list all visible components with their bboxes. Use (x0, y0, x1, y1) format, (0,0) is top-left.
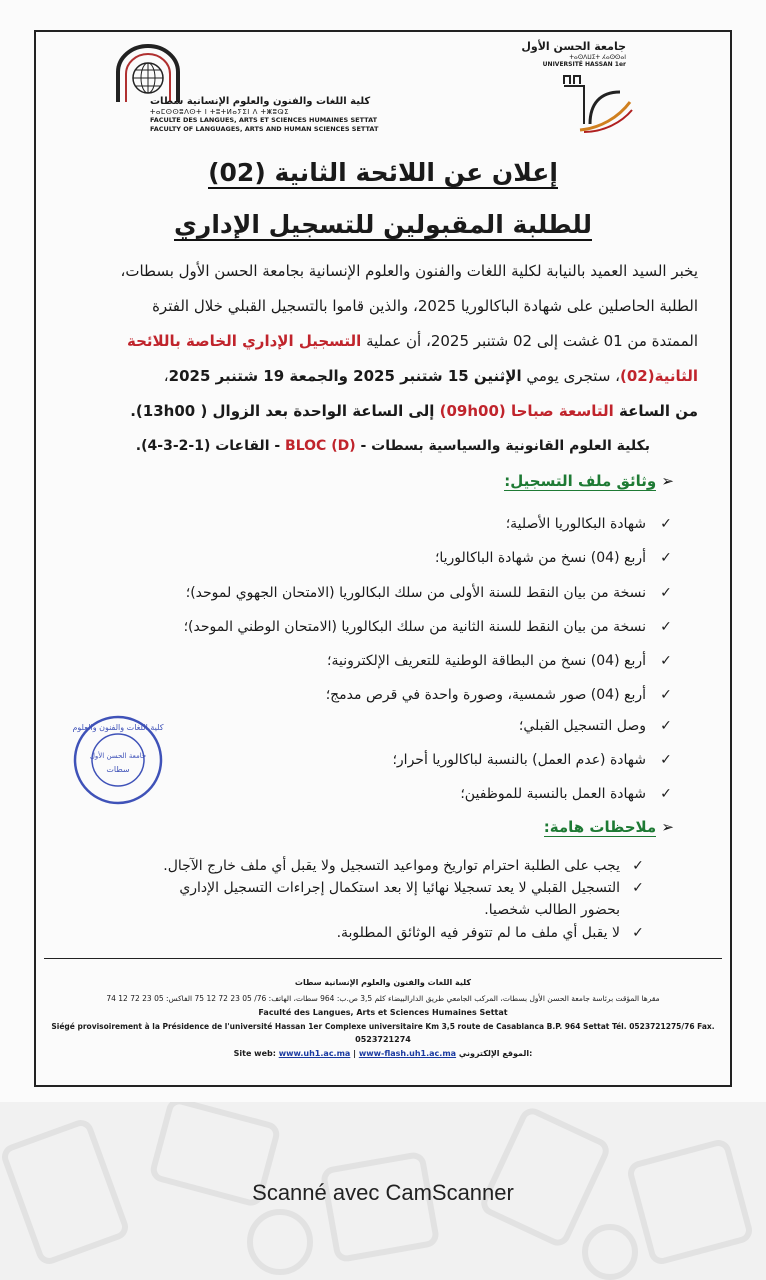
site-link-2[interactable]: www-flash.uh1.ac.ma (358, 1049, 457, 1058)
check-icon: ✓ (632, 925, 644, 941)
list-item: ✓شهادة البكالوريا الأصلية؛ (506, 516, 676, 532)
body-line-1: يخبر السيد العميد بالنيابة لكلية اللغات والفنون والعلوم الإنسانية بجامعة الحسن الأول بسطات، (120, 262, 698, 280)
faculty-name-en: FACULTY OF LANGUAGES, ARTS AND HUMAN SCIENCES SETTAT (150, 125, 379, 133)
footer-address-ar: مقرها المؤقت برئاسة جامعة الحسن الأول بسطات، المركب الجامعي طريق الدارالبيضاء كلم 3,5 ص.ب: 964 سطات، الهاتف: 76/ 05 23 72 12 75 الفاكس: 05 23 72 12 74 (106, 994, 660, 1003)
site-label-ar: الموقع الإلكتروني: (458, 1049, 533, 1058)
check-icon: ✓ (660, 786, 672, 802)
site-link-1[interactable]: www.uh1.ac.ma (278, 1049, 351, 1058)
notes-heading: ➢ ملاحظات هامة: (543, 818, 674, 836)
site-separator: | (353, 1049, 357, 1058)
stamp-city-text: سطات (106, 765, 130, 774)
documents-heading: ➢ وثائق ملف التسجيل: (504, 472, 674, 490)
footer-title-ar: كلية اللغات والفنون والعلوم الإنسانية سطات (294, 978, 472, 987)
camscanner-watermark: Scanné avec CamScanner (252, 1180, 514, 1205)
list-item: ✓وصل التسجيل القبلي؛ (519, 718, 676, 734)
list-item: ✓أربع (04) نسخ من البطاقة الوطنية للتعريف الإلكترونية؛ (327, 653, 676, 669)
check-icon: ✓ (660, 550, 672, 566)
body-line-5: من الساعة التاسعة صباحا (09h00) إلى الساعة الواحدة بعد الزوال ( 13h00). (130, 402, 698, 420)
body-line-6: بكلية العلوم القانونية والسياسية بسطات - BLOC (D) - القاعات (1-2-3-4). (135, 438, 650, 454)
list-item: ✓أربع (04) صور شمسية، وصورة واحدة في قرص مدمج؛ (326, 687, 676, 703)
list-item: ✓أربع (04) نسخ من شهادة الباكالوريا؛ (435, 550, 676, 566)
list-item: ✓شهادة العمل بالنسبة للموظفين؛ (460, 786, 676, 802)
check-icon: ✓ (660, 516, 672, 532)
note-item-continued: بحضور الطالب شخصيا. (484, 902, 620, 918)
faculty-logo-icon (112, 44, 184, 104)
check-icon: ✓ (632, 880, 644, 896)
footer-address-fr: Siégé provisoirement à la Présidence de l'université Hassan 1er Complexe universitaire Km 3,5 route de Casablanca B.P. 964 Settat Tél. 0523721275/76 Fax. (51, 1022, 715, 1031)
check-icon: ✓ (660, 687, 672, 703)
university-name-tifinagh: ⵜⴰⵙⴷⵡⵉⵜ ⵃⴰⵙⵙⴰⵏ (569, 54, 626, 61)
check-icon: ✓ (660, 752, 672, 768)
list-item: ✓نسخة من بيان النقط للسنة الثانية من سلك البكالوريا (الامتحان الوطني الموحد)؛ (184, 619, 676, 635)
footer-websites (0, 1049, 766, 1058)
arrow-icon: ➢ (656, 818, 674, 836)
check-icon: ✓ (660, 585, 672, 601)
footer-divider (44, 958, 722, 959)
footer-fax: 0523721274 (355, 1035, 411, 1044)
university-logo-icon (560, 74, 634, 134)
announcement-title: إعلان عن اللائحة الثانية (02) (208, 158, 558, 187)
note-item: ✓التسجيل القبلي لا يعد تسجيلا نهائيا إلا بعد استكمال إجراءات التسجيل الإداري (179, 880, 648, 896)
check-icon: ✓ (632, 858, 644, 874)
footer-title-fr: Faculté des Langues, Arts et Sciences Humaines Settat (258, 1008, 508, 1017)
body-line-2: الطلبة الحاصلين على شهادة الباكالوريا 2025، والذين قاموا بالتسجيل القبلي خلال الفترة (152, 297, 698, 315)
note-item: ✓لا يقبل أي ملف ما لم تتوفر فيه الوثائق المطلوبة. (337, 925, 648, 941)
list-item: ✓نسخة من بيان النقط للسنة الأولى من سلك البكالوريا (الامتحان الجهوي لموحد)؛ (186, 585, 676, 601)
check-icon: ✓ (660, 653, 672, 669)
stamp-outer-text: كلية اللغات والفنون والعلوم (72, 723, 164, 732)
site-label: Site web: (233, 1049, 276, 1058)
list-item: ✓شهادة (عدم العمل) بالنسبة لباكالوريا أحرار؛ (392, 752, 676, 768)
university-name-fr: UNIVERSITÉ HASSAN 1er (542, 61, 626, 68)
arrow-icon: ➢ (656, 472, 674, 490)
body-line-4: الثانية(02)، ستجرى يومي الإثنين 15 شتنبر 2025 والجمعة 19 شتنبر 2025، (163, 367, 698, 385)
faculty-name-fr: FACULTE DES LANGUES, ARTS ET SCIENCES HUMAINES SETTAT (150, 116, 378, 124)
stamp-inner-text: جامعة الحسن الأول (89, 752, 147, 760)
official-stamp (72, 714, 164, 806)
check-icon: ✓ (660, 718, 672, 734)
note-item: ✓يجب على الطلبة احترام تواريخ ومواعيد التسجيل ولا يقبل أي ملف خارج الآجال. (163, 858, 648, 874)
faculty-name-tifinagh: ⵜⴰⵎⵙⵙⵓⴷⵙⵜ ⵏ ⵜⵓⵜⵍⴰⵢⵉⵏ ⴷ ⵜⵥⵓⵕⵉ (150, 108, 290, 116)
faculty-name-ar: كلية اللغات والفنون والعلوم الإنسانية سطات (150, 96, 371, 107)
check-icon: ✓ (660, 619, 672, 635)
body-line-3: الممتدة من 01 غشت إلى 02 شتنبر 2025، أن عملية التسجيل الإداري الخاصة باللائحة (126, 332, 698, 350)
announcement-subtitle: للطلبة المقبولين للتسجيل الإداري (174, 210, 592, 239)
university-name-ar: جامعة الحسن الأول (521, 40, 626, 53)
